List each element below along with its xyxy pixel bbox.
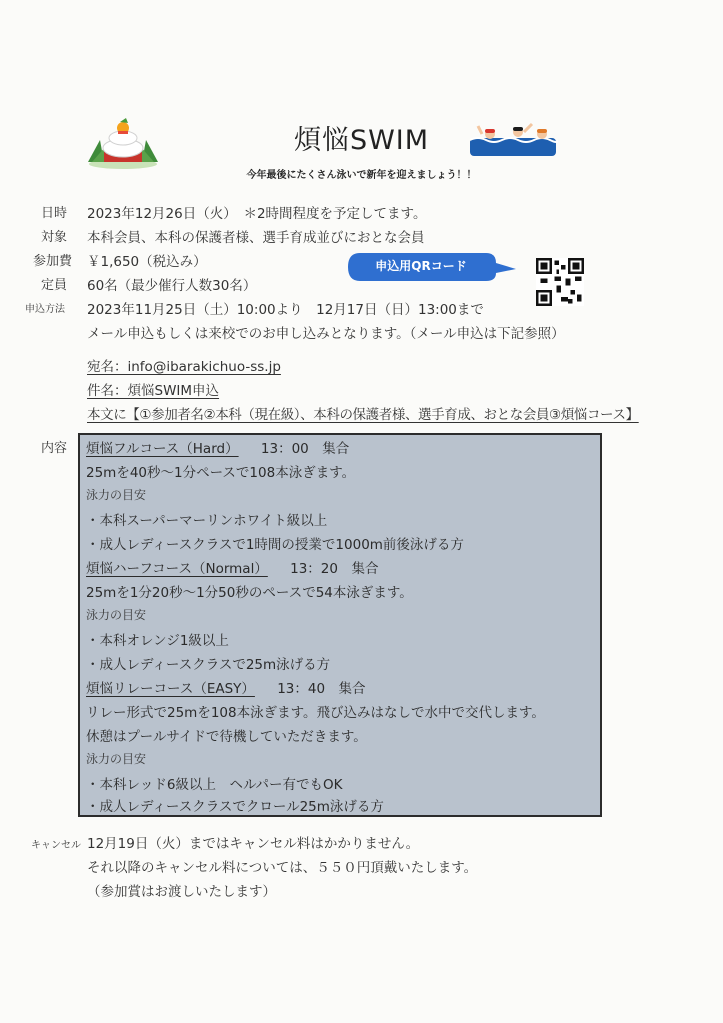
- qr-callout-text: 申込用QRコード: [375, 259, 467, 273]
- qr-code-icon[interactable]: [534, 258, 586, 306]
- date-label: 日時: [41, 206, 68, 221]
- qr-callout: [346, 251, 518, 283]
- apply-value: 2023年11月25日（土）10:00より 12月17日（日）13:00まで: [87, 302, 484, 318]
- course-full-desc: 25mを40秒～1分ペースで108本泳ぎます。: [86, 465, 356, 481]
- course-half-guide: 泳力の目安: [86, 608, 147, 622]
- course-full-bullet-2: ・成人レディースクラスで1時間の授業で1000m前後泳げる方: [86, 537, 464, 553]
- course-full-heading: 煩悩フルコース（Hard）: [86, 441, 239, 457]
- course-half-time: 13：20 集合: [290, 561, 379, 577]
- apply-note: メール申込もしくは来校でのお申し込みとなります。（メール申込は下記参照）: [87, 326, 565, 342]
- cancel-line-2: それ以降のキャンセル料については、５５０円頂戴いたします。: [87, 860, 478, 876]
- mail-to-link[interactable]: 宛名：info@ibarakichuo-ss.jp: [87, 359, 281, 375]
- date-value: 2023年12月26日（火） ＊2時間程度を予定してます。: [87, 206, 427, 222]
- course-full-time: 13：00 集合: [260, 441, 350, 457]
- course-full-bullet-1: ・本科スーパーマーリンホワイト級以上: [86, 513, 328, 529]
- course-box: [78, 433, 602, 817]
- course-relay-bullet-1: ・本科レッド6級以上 ヘルパー有でもOK: [86, 777, 343, 793]
- course-relay-desc-2: 休憩はプールサイドで待機していただきます。: [86, 729, 367, 745]
- course-relay-time: 13：40 集合: [277, 681, 366, 697]
- cancel-line-1: 12月19日（火）まではキャンセル料はかかりません。: [87, 836, 420, 852]
- course-relay-heading: 煩悩リレーコース（EASY）: [86, 681, 255, 697]
- target-label: 対象: [41, 230, 68, 245]
- capacity-label: 定員: [41, 278, 68, 293]
- cancel-label: キャンセル: [31, 840, 81, 851]
- course-relay-bullet-2: ・成人レディースクラスでクロール25m泳げる方: [86, 799, 384, 815]
- course-half-heading: 煩悩ハーフコース（Normal）: [86, 561, 268, 577]
- target-value: 本科会員、本科の保護者様、選手育成並びにおとな会員: [87, 230, 425, 246]
- fee-value: ￥1,650（税込み）: [87, 254, 207, 270]
- course-half-bullet-1: ・本科オレンジ1級以上: [86, 633, 229, 649]
- mail-subject: 件名：煩悩SWIM申込: [87, 383, 220, 399]
- mail-body: 本文に【①参加者名②本科（現在級）、本科の保護者様、選手育成、おとな会員③煩悩コース】: [87, 407, 639, 423]
- course-relay-header: [86, 677, 366, 697]
- course-full-guide: 泳力の目安: [86, 488, 147, 502]
- fee-label: 参加費: [33, 254, 73, 269]
- course-half-bullet-2: ・成人レディースクラスで25m泳げる方: [86, 657, 331, 673]
- course-full-header: [86, 437, 349, 457]
- page-title: 煩悩SWIM: [293, 125, 430, 156]
- cancel-line-3: （参加賞はお渡しいたします）: [87, 884, 276, 900]
- capacity-value: 60名（最少催行人数30名）: [87, 278, 257, 294]
- apply-label: 申込方法: [25, 304, 65, 315]
- course-half-header: [86, 557, 378, 577]
- content-label: 内容: [41, 441, 68, 456]
- course-relay-guide: 泳力の目安: [86, 752, 147, 766]
- course-relay-desc-1: リレー形式で25mを108本泳ぎます。飛び込みはなしで水中で交代します。: [86, 705, 545, 721]
- page-subtitle: 今年最後にたくさん泳いで新年を迎えましょう！！: [246, 170, 477, 181]
- course-half-desc: 25mを1分20秒～1分50秒のペースで54本泳ぎます。: [86, 585, 413, 601]
